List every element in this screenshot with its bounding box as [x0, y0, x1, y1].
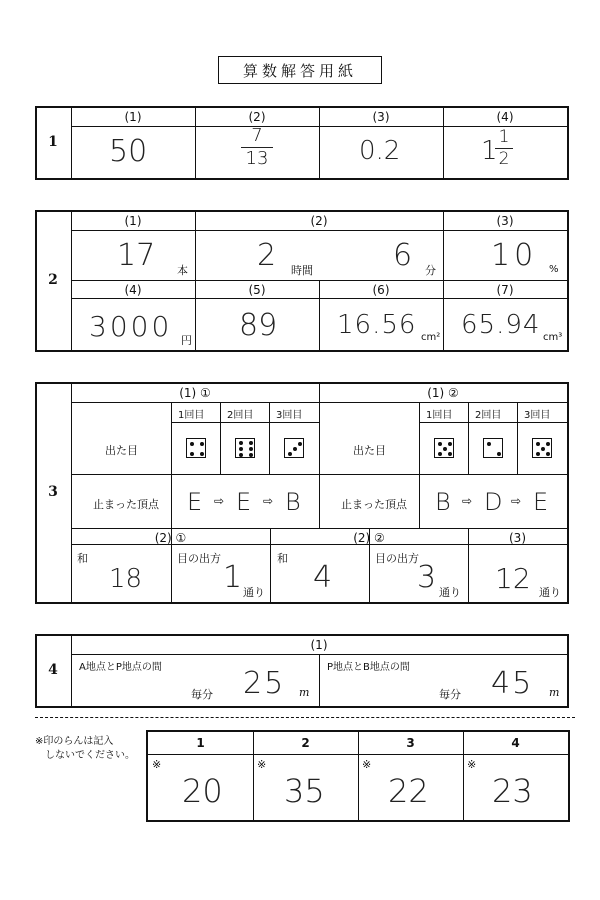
sub1-sum: 18 — [109, 564, 143, 594]
score-value: 35 — [284, 772, 325, 810]
question-number: 4 — [48, 662, 58, 678]
answer-1-4-whole: 1 — [481, 136, 498, 166]
header-3-1-1: (1) ① — [179, 386, 211, 400]
question-number: 3 — [48, 484, 58, 500]
die-pip — [443, 447, 447, 451]
header-2-3: (3) — [496, 214, 514, 228]
vertex-answer: E — [533, 488, 549, 516]
answer-2-6: 16.56 — [337, 310, 417, 340]
row-label-vertex: 止まった頂点 — [341, 498, 407, 511]
unit-2-6: cm² — [421, 332, 441, 343]
die-face — [235, 438, 255, 458]
row-label-vertex: 止まった頂点 — [93, 498, 159, 511]
segment-label-pb: P地点とB地点の間 — [327, 662, 410, 673]
round-label: 2回目 — [475, 410, 502, 421]
die-pip — [448, 452, 452, 456]
unit-2-3: % — [549, 264, 559, 275]
ways-label: 目の出方 — [375, 552, 419, 565]
unit-2-1: 本 — [177, 264, 188, 277]
answer-1-1: 50 — [109, 134, 148, 169]
speed-pb: 45 — [491, 666, 534, 701]
score-header: 3 — [406, 736, 415, 750]
unit-2-7: cm³ — [543, 332, 563, 343]
round-label: 2回目 — [227, 410, 254, 421]
score-note: ※印のらんは記入 — [35, 736, 114, 747]
ways-unit: 通り — [243, 586, 265, 599]
round-label: 1回目 — [426, 410, 453, 421]
die-pip — [249, 441, 253, 445]
sub1-ways: 1 — [223, 560, 243, 595]
round-label: 1回目 — [178, 410, 205, 421]
vertex-answer: E — [236, 488, 252, 516]
vertex-answer: B — [285, 488, 301, 516]
round-label: 3回目 — [276, 410, 303, 421]
page-title: 算数解答用紙 — [218, 56, 382, 84]
question-1-box — [35, 106, 569, 180]
answer-2-1: 17 — [117, 238, 156, 273]
ways-unit: 通り — [539, 586, 561, 599]
unit-m: m — [549, 686, 560, 699]
mark-icon: ※ — [362, 758, 372, 771]
die-pip — [541, 447, 545, 451]
round-label: 3回目 — [524, 410, 551, 421]
mark-icon: ※ — [152, 758, 162, 771]
die-pip — [536, 452, 540, 456]
question-2-box — [35, 210, 569, 352]
die-pip — [546, 442, 550, 446]
header-2-4: (4) — [124, 283, 142, 297]
question-number: 1 — [48, 134, 58, 150]
ways-unit: 通り — [439, 586, 461, 599]
vertex-answer: B — [435, 488, 451, 516]
arrow-right-icon: ⇨ — [511, 494, 522, 508]
die-face — [434, 438, 454, 458]
die-face — [483, 438, 503, 458]
score-value: 23 — [492, 772, 533, 810]
arrow-right-icon: ⇨ — [263, 494, 274, 508]
die-pip — [546, 452, 550, 456]
die-face — [284, 438, 304, 458]
answer-1-4-fraction: 1 2 — [493, 128, 515, 169]
vertex-answer: D — [484, 488, 503, 516]
die-pip — [288, 452, 292, 456]
die-pip — [190, 452, 194, 456]
score-value: 22 — [388, 772, 429, 810]
header-1-4: (4) — [496, 110, 514, 124]
question-number: 2 — [48, 272, 58, 288]
answer-2-5: 89 — [239, 308, 278, 343]
header-2-2: (2) — [310, 214, 328, 228]
row-label-dice: 出た目 — [353, 444, 386, 457]
ways-label: 目の出方 — [177, 552, 221, 565]
die-pip — [200, 452, 204, 456]
sub2-ways: 3 — [417, 560, 437, 595]
score-header: 1 — [196, 736, 205, 750]
header-4-1: (1) — [310, 638, 328, 652]
unit-2-4: 円 — [181, 334, 192, 347]
die-pip — [239, 453, 243, 457]
sum-label: 和 — [277, 552, 288, 565]
die-pip — [487, 442, 491, 446]
segment-label-ap: A地点とP地点の間 — [79, 662, 162, 673]
header-3-1-2: (1) ② — [427, 386, 459, 400]
score-table — [146, 730, 570, 822]
answer-2-2-hours: 2 — [257, 238, 277, 273]
answer-2-3: 10 — [491, 238, 538, 273]
answer-2-4: 3000 — [89, 310, 173, 343]
die-pip — [497, 452, 501, 456]
header-3-2-2: (2) ② — [353, 531, 385, 545]
arrow-right-icon: ⇨ — [214, 494, 225, 508]
header-3-2-1: (2) ① — [154, 531, 187, 545]
die-pip — [249, 447, 253, 451]
speed-ap: 25 — [243, 666, 286, 701]
per-minute-label: 毎分 — [439, 688, 461, 701]
die-pip — [239, 441, 243, 445]
sub3-ways: 12 — [495, 562, 531, 595]
unit-m: m — [299, 686, 310, 699]
header-2-1: (1) — [124, 214, 142, 228]
header-1-2: (2) — [248, 110, 266, 124]
unit-2-2-minutes: 分 — [425, 264, 436, 277]
header-3-3: (3) — [509, 531, 526, 545]
unit-2-2-hours: 時間 — [291, 264, 313, 277]
question-4-box — [35, 634, 569, 708]
die-pip — [438, 452, 442, 456]
sub2-sum: 4 — [313, 560, 333, 595]
die-pip — [536, 442, 540, 446]
score-value: 20 — [182, 772, 223, 810]
die-pip — [239, 447, 243, 451]
arrow-right-icon: ⇨ — [462, 494, 473, 508]
section-divider — [35, 717, 575, 718]
die-pip — [249, 453, 253, 457]
header-2-7: (7) — [496, 283, 514, 297]
die-pip — [448, 442, 452, 446]
per-minute-label: 毎分 — [191, 688, 213, 701]
answer-2-7: 65.94 — [461, 310, 541, 340]
question-3-box — [35, 382, 569, 604]
vertex-answer: E — [187, 488, 203, 516]
score-header: 2 — [301, 736, 310, 750]
score-header: 4 — [511, 736, 520, 750]
header-1-3: (3) — [372, 110, 390, 124]
die-pip — [293, 447, 297, 451]
die-pip — [200, 442, 204, 446]
header-2-5: (5) — [248, 283, 266, 297]
header-1-1: (1) — [124, 110, 142, 124]
die-face — [186, 438, 206, 458]
header-2-6: (6) — [372, 283, 390, 297]
answer-1-3: 0.2 — [359, 136, 401, 166]
score-note: しないでください。 — [45, 750, 135, 761]
sum-label: 和 — [77, 552, 88, 565]
mark-icon: ※ — [257, 758, 267, 771]
die-pip — [298, 442, 302, 446]
answer-1-2-fraction: 7 13 — [237, 126, 277, 169]
row-label-dice: 出た目 — [105, 444, 138, 457]
answer-2-2-minutes: 6 — [393, 238, 413, 273]
die-face — [532, 438, 552, 458]
mark-icon: ※ — [467, 758, 477, 771]
die-pip — [438, 442, 442, 446]
die-pip — [190, 442, 194, 446]
